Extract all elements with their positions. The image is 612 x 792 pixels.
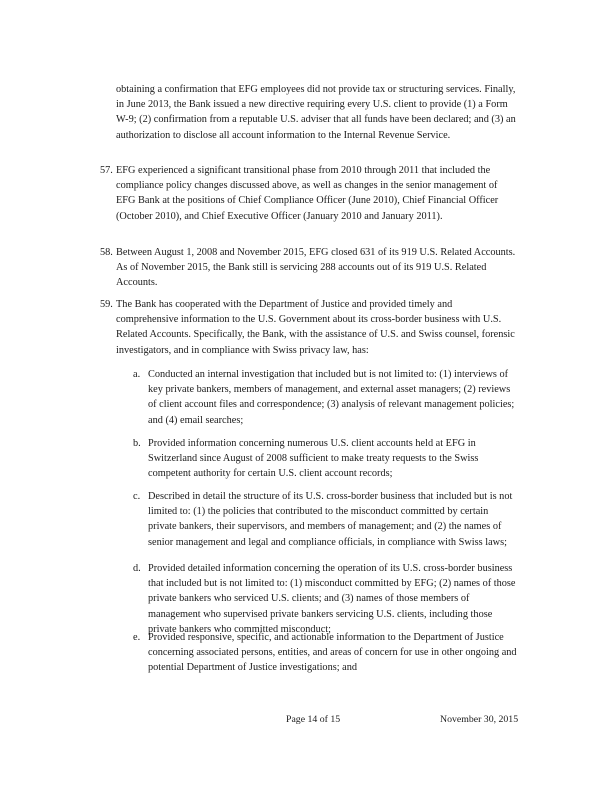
paragraph-text: The Bank has cooperated with the Department of Justice and provided timely and comprehensive information to the U.S. Government about its cross-border business with U.S. Related Accounts. Specifically, the Bank, with the assistance of U.S. and Swiss counsel, forensic investigators, and in compliance with Swiss privacy law, has: [116,299,515,356]
paragraph-59 [100,297,516,358]
page-number: Page 14 of 15 [286,714,341,725]
paragraph-number: 58. [100,247,113,258]
subitem-letter: a. [133,369,141,380]
paragraph-58 [100,245,516,291]
subitem-a [133,367,518,428]
subitem-text: Provided responsive, specific, and actionable information to the Department of Justice concerning associated persons, entities, and areas of concern for use in other ongoing and potential Department of Justice investigations; and [148,632,517,674]
subitem-text: Conducted an internal investigation that included but is not limited to: (1) interviews of key private bankers, members of management, and external asset managers; (2) reviews of client account files and correspondence; (3) analysis of relevant management policies; and (4) email searches; [148,369,515,426]
subitem-d [133,561,518,637]
subitem-b [133,436,518,482]
paragraph-57 [100,163,516,224]
paragraph-text: Between August 1, 2008 and November 2015, EFG closed 631 of its 919 U.S. Related Accounts. As of November 2015, the Bank still is servicing 288 accounts out of its 919 U.S. Related Accounts. [116,247,516,289]
subitem-text: Provided detailed information concerning the operation of its U.S. cross-border business that included but is not limited to: (1) misconduct committed by EFG; (2) names of those private bankers who serviced U.S. clients; and (3) names of those members of management who supervised private bankers servicing U.S. clients, including those private bankers who committed misconduct; [148,563,516,635]
paragraph-number: 57. [100,165,113,176]
subitem-letter: b. [133,438,141,449]
subitem-letter: c. [133,491,141,502]
subitem-e [133,630,518,676]
subitem-c [133,489,518,550]
paragraph-number: 59. [100,299,113,310]
continued-paragraph: obtaining a confirmation that EFG employees did not provide tax or structuring services. Finally, in June 2013, the Bank issued a new directive requiring every U.S. client to provide (1) a Form W-9; (2) confirmation from a reputable U.S. adviser that all funds have been declared; and (3) an authorization to disclose all account information to the Internal Revenue Service. [116,84,516,141]
subitem-letter: d. [133,563,141,574]
subitem-letter: e. [133,632,141,643]
document-date: November 30, 2015 [440,714,519,725]
subitem-text: Provided information concerning numerous U.S. client accounts held at EFG in Switzerland since August of 2008 sufficient to make treaty requests to the Swiss competent authority for certain U.S. client account records; [148,438,479,480]
subitem-text: Described in detail the structure of its U.S. cross-border business that included but is not limited to: (1) the policies that contributed to the misconduct committed by certain private bankers, their supervisors, and members of management; and (2) the names of senior management and legal and compliance officials, in compliance with Swiss laws; [148,491,513,548]
paragraph-text: EFG experienced a significant transitional phase from 2010 through 2011 that included the compliance policy changes discussed above, as well as changes in the senior management of EFG Bank at the positions of Chief Compliance Officer (June 2010), Chief Financial Officer (October 2010), and Chief Executive Officer (January 2010 and January 2011). [116,165,499,222]
